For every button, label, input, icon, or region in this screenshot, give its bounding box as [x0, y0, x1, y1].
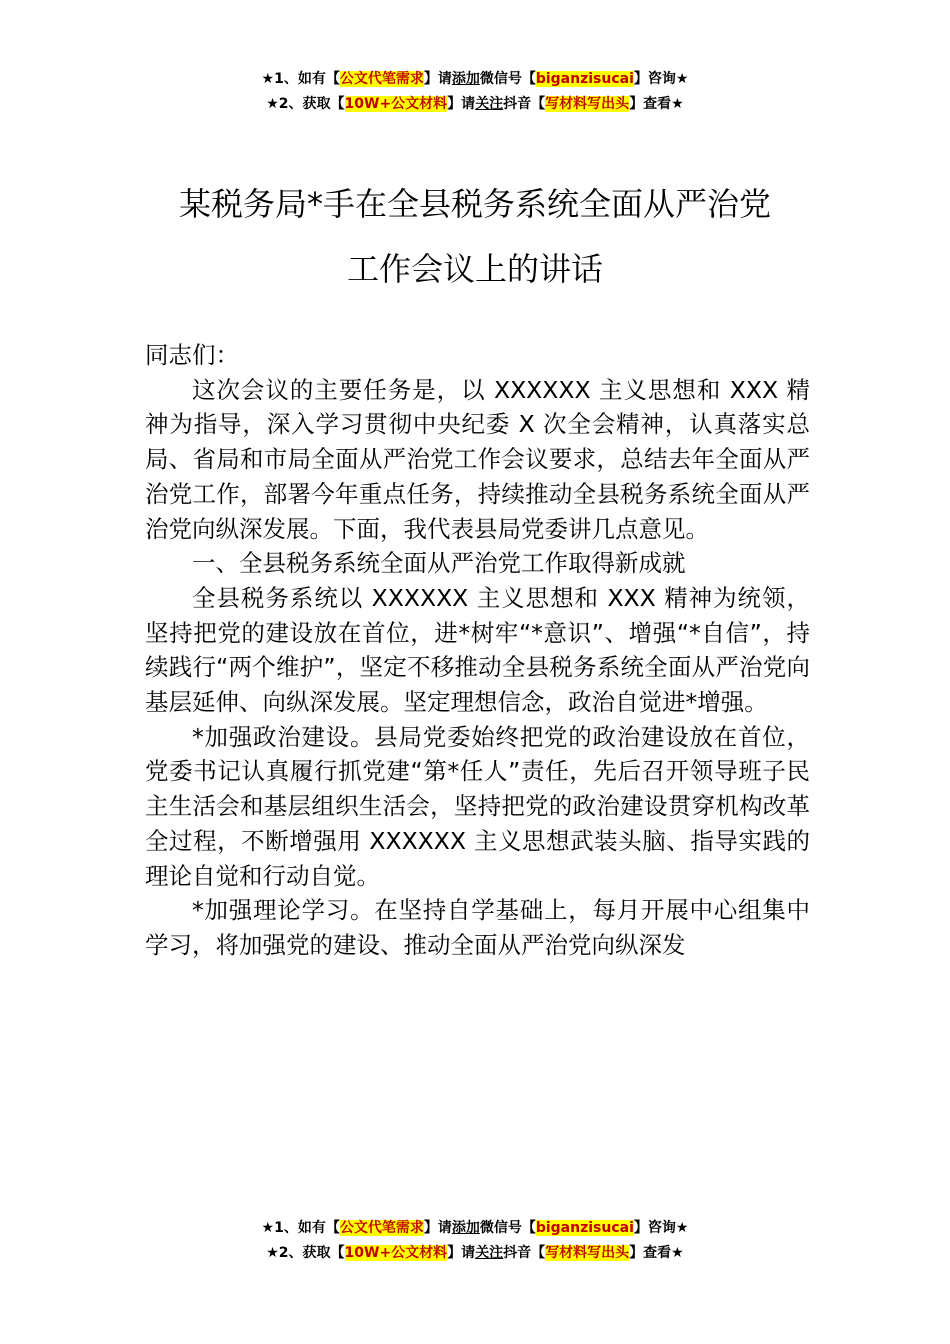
- body-paragraph: *加强理论学习。在坚持自学基础上，每月开展中心组集中学习，将加强党的建设、推动全面从严治党向纵深发: [145, 896, 810, 959]
- banner-text: 抖音【: [503, 96, 546, 112]
- banner-line-2: [0, 1241, 950, 1266]
- banner-text: ★1、如有【: [261, 1220, 340, 1236]
- banner-highlight: 10W+公文材料: [344, 1245, 448, 1261]
- banner-text: 】查看★: [629, 1245, 684, 1261]
- document-body: [145, 338, 810, 963]
- body-paragraph: 这次会议的主要任务是，以 XXXXXX 主义思想和 XXX 精神为指导，深入学习贯彻中央纪委 X 次全会精神，认真落实总局、省局和市局全面从严治党工作会议要求，总结去年全面从严治党工作，部署今年重点任务，持续推动全县税务系统全面从严治党向纵深发展。下面，我代表县局党委讲几点意见。: [145, 375, 810, 543]
- banner-text: 】请: [447, 1245, 476, 1261]
- banner-line-1: [0, 67, 950, 92]
- banner-underline-text: 关注: [475, 1245, 504, 1261]
- footer-banner: [0, 1216, 950, 1266]
- banner-text: 微信号【: [479, 1220, 536, 1236]
- banner-text: ★1、如有【: [261, 71, 340, 87]
- banner-underline-text: 添加: [451, 1220, 480, 1236]
- header-banner: [0, 67, 950, 117]
- salutation: 同志们：: [145, 341, 239, 369]
- banner-text: 】请: [447, 96, 476, 112]
- banner-text: ★2、获取【: [266, 96, 345, 112]
- banner-highlight: 公文代笔需求: [339, 71, 424, 87]
- title-line-2: 工作会议上的讲话: [346, 250, 603, 288]
- banner-text: 】请: [423, 71, 452, 87]
- body-paragraph: 全县税务系统以 XXXXXX 主义思想和 XXX 精神为统领，坚持把党的建设放在首位，进*树牢“*意识”、增强“*自信”，持续践行“两个维护”，坚定不移推动全县税务系统全面从严治党向基层延伸、向纵深发展。坚定理想信念，政治自觉进*增强。: [145, 583, 810, 717]
- banner-highlight: biganzisucai: [535, 1220, 634, 1236]
- section-heading: 一、全县税务系统全面从严治党工作取得新成就: [192, 549, 686, 578]
- banner-text: ★2、获取【: [266, 1245, 345, 1261]
- banner-underline-text: 添加: [451, 71, 480, 87]
- banner-text: 】查看★: [629, 96, 684, 112]
- banner-highlight: biganzisucai: [535, 71, 634, 87]
- banner-text: 微信号【: [479, 71, 536, 87]
- banner-underline-text: 关注: [475, 96, 504, 112]
- banner-text: 抖音【: [503, 1245, 546, 1261]
- banner-highlight: 公文代笔需求: [339, 1220, 424, 1236]
- document-title: [100, 172, 850, 302]
- banner-highlight: 10W+公文材料: [344, 96, 448, 112]
- title-line-1: 某税务局*手在全县税务系统全面从严治党: [178, 185, 771, 223]
- banner-line-2: [0, 92, 950, 117]
- body-paragraph: *加强政治建设。县局党委始终把党的政治建设放在首位，党委书记认真履行抓党建“第*任人”责任，先后召开领导班子民主生活会和基层组织生活会，坚持把党的政治建设贯穿机构改革全过程，不断增强用 XXXXXX 主义思想武装头脑、指导实践的理论自觉和行动自觉。: [145, 722, 810, 890]
- banner-text: 】请: [423, 1220, 452, 1236]
- banner-highlight: 写材料写出头: [545, 96, 630, 112]
- banner-highlight: 写材料写出头: [545, 1245, 630, 1261]
- banner-line-1: [0, 1216, 950, 1241]
- banner-text: 】咨询★: [633, 1220, 689, 1236]
- banner-text: 】咨询★: [633, 71, 689, 87]
